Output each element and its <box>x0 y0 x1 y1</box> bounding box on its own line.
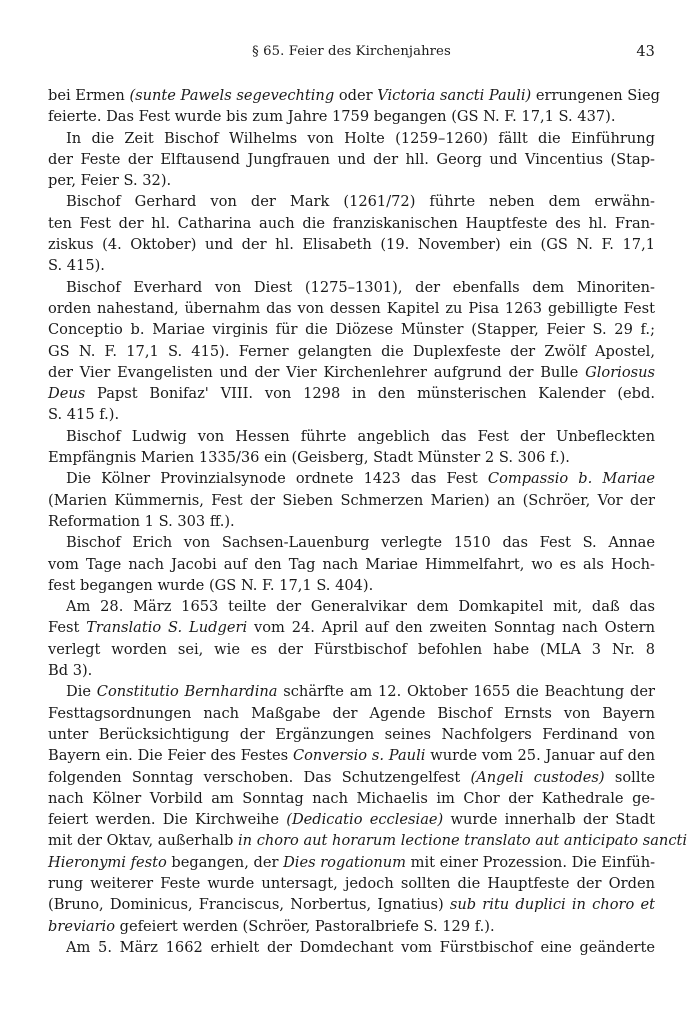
text-line <box>48 767 655 788</box>
text-run: (Bruno, Dominicus, Franciscus, Norbertus, Ignatius) <box>48 896 450 914</box>
text-line <box>48 319 655 340</box>
body-text <box>48 85 688 958</box>
text-run: vom Tage nach Jacobi auf den Tag nach Mariae Himmelfahrt, wo es als Hoch- <box>48 555 655 573</box>
text-run: Die <box>66 683 97 701</box>
text-line <box>48 255 655 276</box>
italic-text: (Angeli custodes) <box>470 768 605 786</box>
text-line <box>48 404 655 425</box>
text-line <box>48 106 655 127</box>
text-run: errungenen Sieg <box>531 87 660 104</box>
text-run: Papst Bonifaz' VIII. von 1298 in den münsterischen Kalender (ebd. <box>85 385 655 403</box>
text-run: S. 415). <box>48 257 105 275</box>
text-run: feiert werden. Die Kirchweihe <box>48 811 287 829</box>
text-run: Am 28. März 1653 teilte der Generalvikar dem Domkapitel mit, daß das <box>66 598 655 616</box>
text-line <box>48 213 655 234</box>
text-line <box>48 830 688 851</box>
text-line <box>48 916 655 937</box>
text-line <box>48 85 660 106</box>
text-run: S. 415 f.). <box>48 406 120 424</box>
text-line <box>48 277 655 298</box>
text-run: ziskus (4. Oktober) und der hl. Elisabeth (19. November) ein (GS N. F. 17,1 <box>48 236 655 254</box>
text-run: schärfte am 12. Oktober 1655 die Beachtung der <box>277 683 655 701</box>
text-run: Empfängnis Marien 1335/36 ein (Geisberg, Stadt Münster 2 S. 306 f.). <box>48 449 570 467</box>
text-run: In die Zeit Bischof Wilhelms von Holte (1259–1260) fällt die Einführung <box>66 129 655 147</box>
text-line <box>48 639 655 660</box>
running-head-title: § 65. Feier des Kirchenjahres <box>252 44 451 59</box>
text-run: nach Kölner Vorbild am Sonntag nach Michaelis im Chor der Kathedrale ge- <box>48 789 655 807</box>
text-line <box>48 745 655 766</box>
text-run: rung weiterer Feste wurde untersagt, jedoch sollten die Hauptfeste der Orden <box>48 874 655 892</box>
text-line <box>48 511 655 532</box>
text-line <box>48 681 655 702</box>
italic-text: Gloriosus <box>585 363 655 381</box>
text-run: unter Berücksichtigung der Ergänzungen seines Nachfolgers Ferdinand von <box>48 725 655 743</box>
text-run: feierte. Das Fest wurde bis zum Jahre 1759 begangen (GS N. F. 17,1 S. 437). <box>48 108 616 126</box>
italic-text: in choro aut horarum lectione translato aut anticipato sancti <box>237 832 688 850</box>
text-line <box>48 873 655 894</box>
text-run: der Feste der Elftausend Jungfrauen und der hll. Georg und Vincentius (Stap- <box>48 150 655 168</box>
text-run: Fest <box>48 619 87 637</box>
text-line <box>48 617 655 638</box>
italic-text: Compassio b. Mariae <box>487 470 655 488</box>
italic-text: Victoria sancti Pauli) <box>377 87 532 104</box>
text-line <box>48 554 655 575</box>
text-run: orden nahestand, übernahm das von dessen Kapitel zu Pisa 1263 gebilligte Fest <box>48 299 655 317</box>
text-run: Bayern ein. Die Feier des Festes <box>48 747 293 765</box>
text-run: ten Fest der hl. Catharina auch die franziskanischen Hauptfeste des hl. Fran- <box>48 214 655 232</box>
text-line <box>48 298 655 319</box>
text-run: Bd 3). <box>48 662 93 680</box>
text-line <box>48 724 655 745</box>
text-run: GS N. F. 17,1 S. 415). Ferner gelangten die Duplexfeste der Zwölf Apostel, <box>48 342 655 360</box>
text-run: mit einer Prozession. Die Einfüh- <box>405 853 656 871</box>
text-line <box>48 383 655 404</box>
text-line <box>48 426 655 447</box>
text-line <box>48 191 655 212</box>
text-run: per, Feier S. 32). <box>48 172 172 190</box>
text-line <box>48 447 655 468</box>
text-line <box>48 788 655 809</box>
text-run: Conceptio b. Mariae virginis für die Diözese Münster (Stapper, Feier S. 29 f.; <box>48 321 655 339</box>
text-run: Festtagsordnungen nach Maßgabe der Agende Bischof Ernsts von Bayern <box>48 704 655 722</box>
text-run: gefeiert werden (Schröer, Pastoralbriefe S. 129 f.). <box>115 917 495 935</box>
text-run: verlegt worden sei, wie es der Fürstbischof befohlen habe (MLA 3 Nr. 8 <box>48 640 655 658</box>
italic-text: Constitutio Bernhardina <box>96 683 278 701</box>
text-line <box>48 128 655 149</box>
text-run: (Marien Kümmernis, Fest der Sieben Schmerzen Marien) an (Schröer, Vor der <box>48 491 655 509</box>
text-run: begangen, der <box>166 853 284 871</box>
text-line <box>48 575 655 596</box>
italic-text: Hieronymi festo <box>48 853 167 871</box>
text-line <box>48 894 655 915</box>
text-line <box>48 468 655 489</box>
text-run: sollte <box>604 768 655 786</box>
text-line <box>48 234 655 255</box>
italic-text: (Dedicatio ecclesiae) <box>286 811 444 829</box>
text-line <box>48 170 655 191</box>
italic-text: Dies rogationum <box>283 853 406 871</box>
italic-text: Conversio s. Pauli <box>292 747 426 765</box>
text-line <box>48 532 655 553</box>
text-run: bei Ermen <box>48 87 130 104</box>
text-line <box>48 809 655 830</box>
italic-text: breviario <box>48 917 115 935</box>
text-line <box>48 660 655 681</box>
italic-text: Translatio S. Ludgeri <box>86 619 248 637</box>
text-run: wurde innerhalb der Stadt <box>443 811 655 829</box>
text-run: Die Kölner Provinzialsynode ordnete 1423 das Fest <box>66 470 488 488</box>
text-run: vom 24. April auf den zweiten Sonntag nach Ostern <box>247 619 655 637</box>
italic-text: (sunte Pawels segevechting <box>129 87 335 104</box>
text-run: fest begangen wurde (GS N. F. 17,1 S. 404). <box>48 576 374 594</box>
text-run: Bischof Everhard von Diest (1275–1301), der ebenfalls dem Minoriten- <box>66 278 655 296</box>
running-head <box>48 44 655 68</box>
text-line <box>48 490 655 511</box>
text-run: Bischof Gerhard von der Mark (1261/72) führte neben dem erwähn- <box>66 193 655 211</box>
text-line <box>48 596 655 617</box>
page-number: 43 <box>636 44 655 60</box>
text-line <box>48 852 655 873</box>
text-run: der Vier Evangelisten und der Vier Kirchenlehrer aufgrund der Bulle <box>48 363 586 381</box>
text-line <box>48 362 655 383</box>
text-run: folgenden Sonntag verschoben. Das Schutzengelfest <box>48 768 471 786</box>
text-run: Bischof Ludwig von Hessen führte angeblich das Fest der Unbefleckten <box>66 427 655 445</box>
italic-text: sub ritu duplici in choro et <box>449 896 655 914</box>
text-run: wurde vom 25. Januar auf den <box>425 747 655 765</box>
text-run: Bischof Erich von Sachsen-Lauenburg verlegte 1510 das Fest S. Annae <box>66 534 655 552</box>
book-page <box>48 44 688 958</box>
text-run: Reformation 1 S. 303 ff.). <box>48 512 235 530</box>
italic-text: Deus <box>48 385 86 403</box>
text-run: oder <box>334 87 378 104</box>
text-run: mit der Oktav, außerhalb <box>48 832 238 850</box>
text-line <box>48 341 655 362</box>
text-line <box>48 937 655 958</box>
text-line <box>48 149 655 170</box>
text-line <box>48 703 655 724</box>
text-run: Am 5. März 1662 erhielt der Domdechant vom Fürstbischof eine geänderte <box>66 938 655 956</box>
